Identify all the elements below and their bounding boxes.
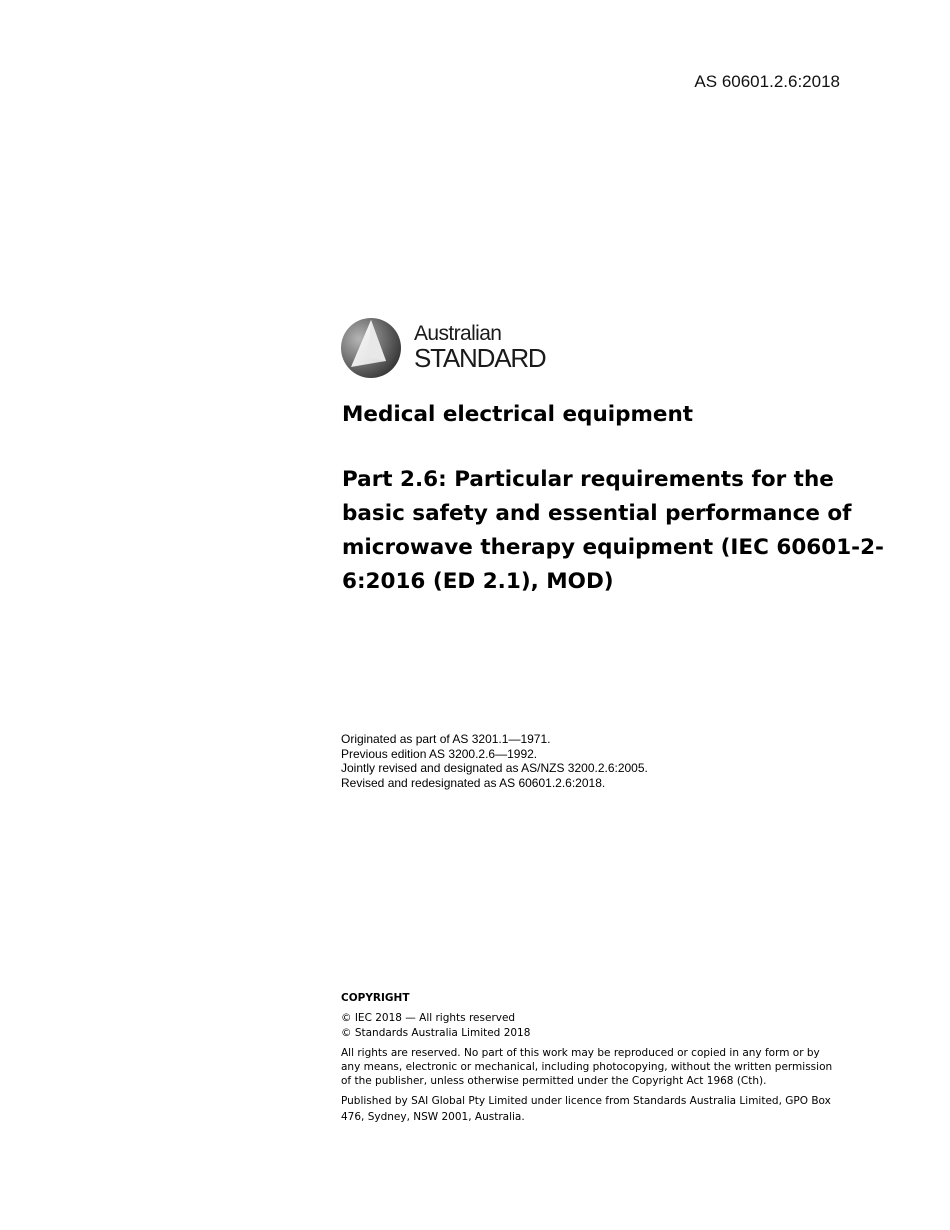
copyright-block — [341, 991, 841, 1125]
document-subtitle: Part 2.6: Particular requirements for the basic safety and essential performance of microwave therapy equipment (IEC 60601-2-6:2016 (ED 2.1), MOD) — [342, 467, 884, 594]
history-line: Previous edition AS 3200.2.6—1992. — [341, 746, 538, 761]
standard-number: AS 60601.2.6:2018 — [694, 72, 840, 91]
history-line: Originated as part of AS 3201.1—1971. — [341, 732, 551, 746]
logo-text-australian: Australian — [414, 322, 502, 345]
rights-statement: All rights are reserved. No part of this work may be reproduced or copied in any form or by any means, electronic or mechanical, including photocopying, without the written permission of the publisher, unless otherwise permitted under the Copyright Act 1968 (Cth). — [341, 1047, 833, 1087]
copyright-line: © IEC 2018 — All rights reserved — [341, 1012, 516, 1024]
copyright-line: © Standards Australia Limited 2018 — [341, 1026, 531, 1039]
copyright-heading: COPYRIGHT — [341, 992, 410, 1004]
australian-standard-logo — [340, 317, 570, 379]
history-line: Jointly revised and designated as AS/NZS 3200.2.6:2005. — [341, 761, 648, 775]
history-line: Revised and redesignated as AS 60601.2.6:2018. — [341, 775, 606, 790]
edition-history — [341, 732, 648, 790]
document-title: Medical electrical equipment — [342, 402, 694, 427]
standard-logo-icon — [340, 317, 404, 381]
publisher-statement: Published by SAI Global Pty Limited under licence from Standards Australia Limited, GPO Box 476, Sydney, NSW 2001, Australia. — [341, 1095, 831, 1123]
logo-text-standard: STANDARD — [414, 343, 546, 373]
